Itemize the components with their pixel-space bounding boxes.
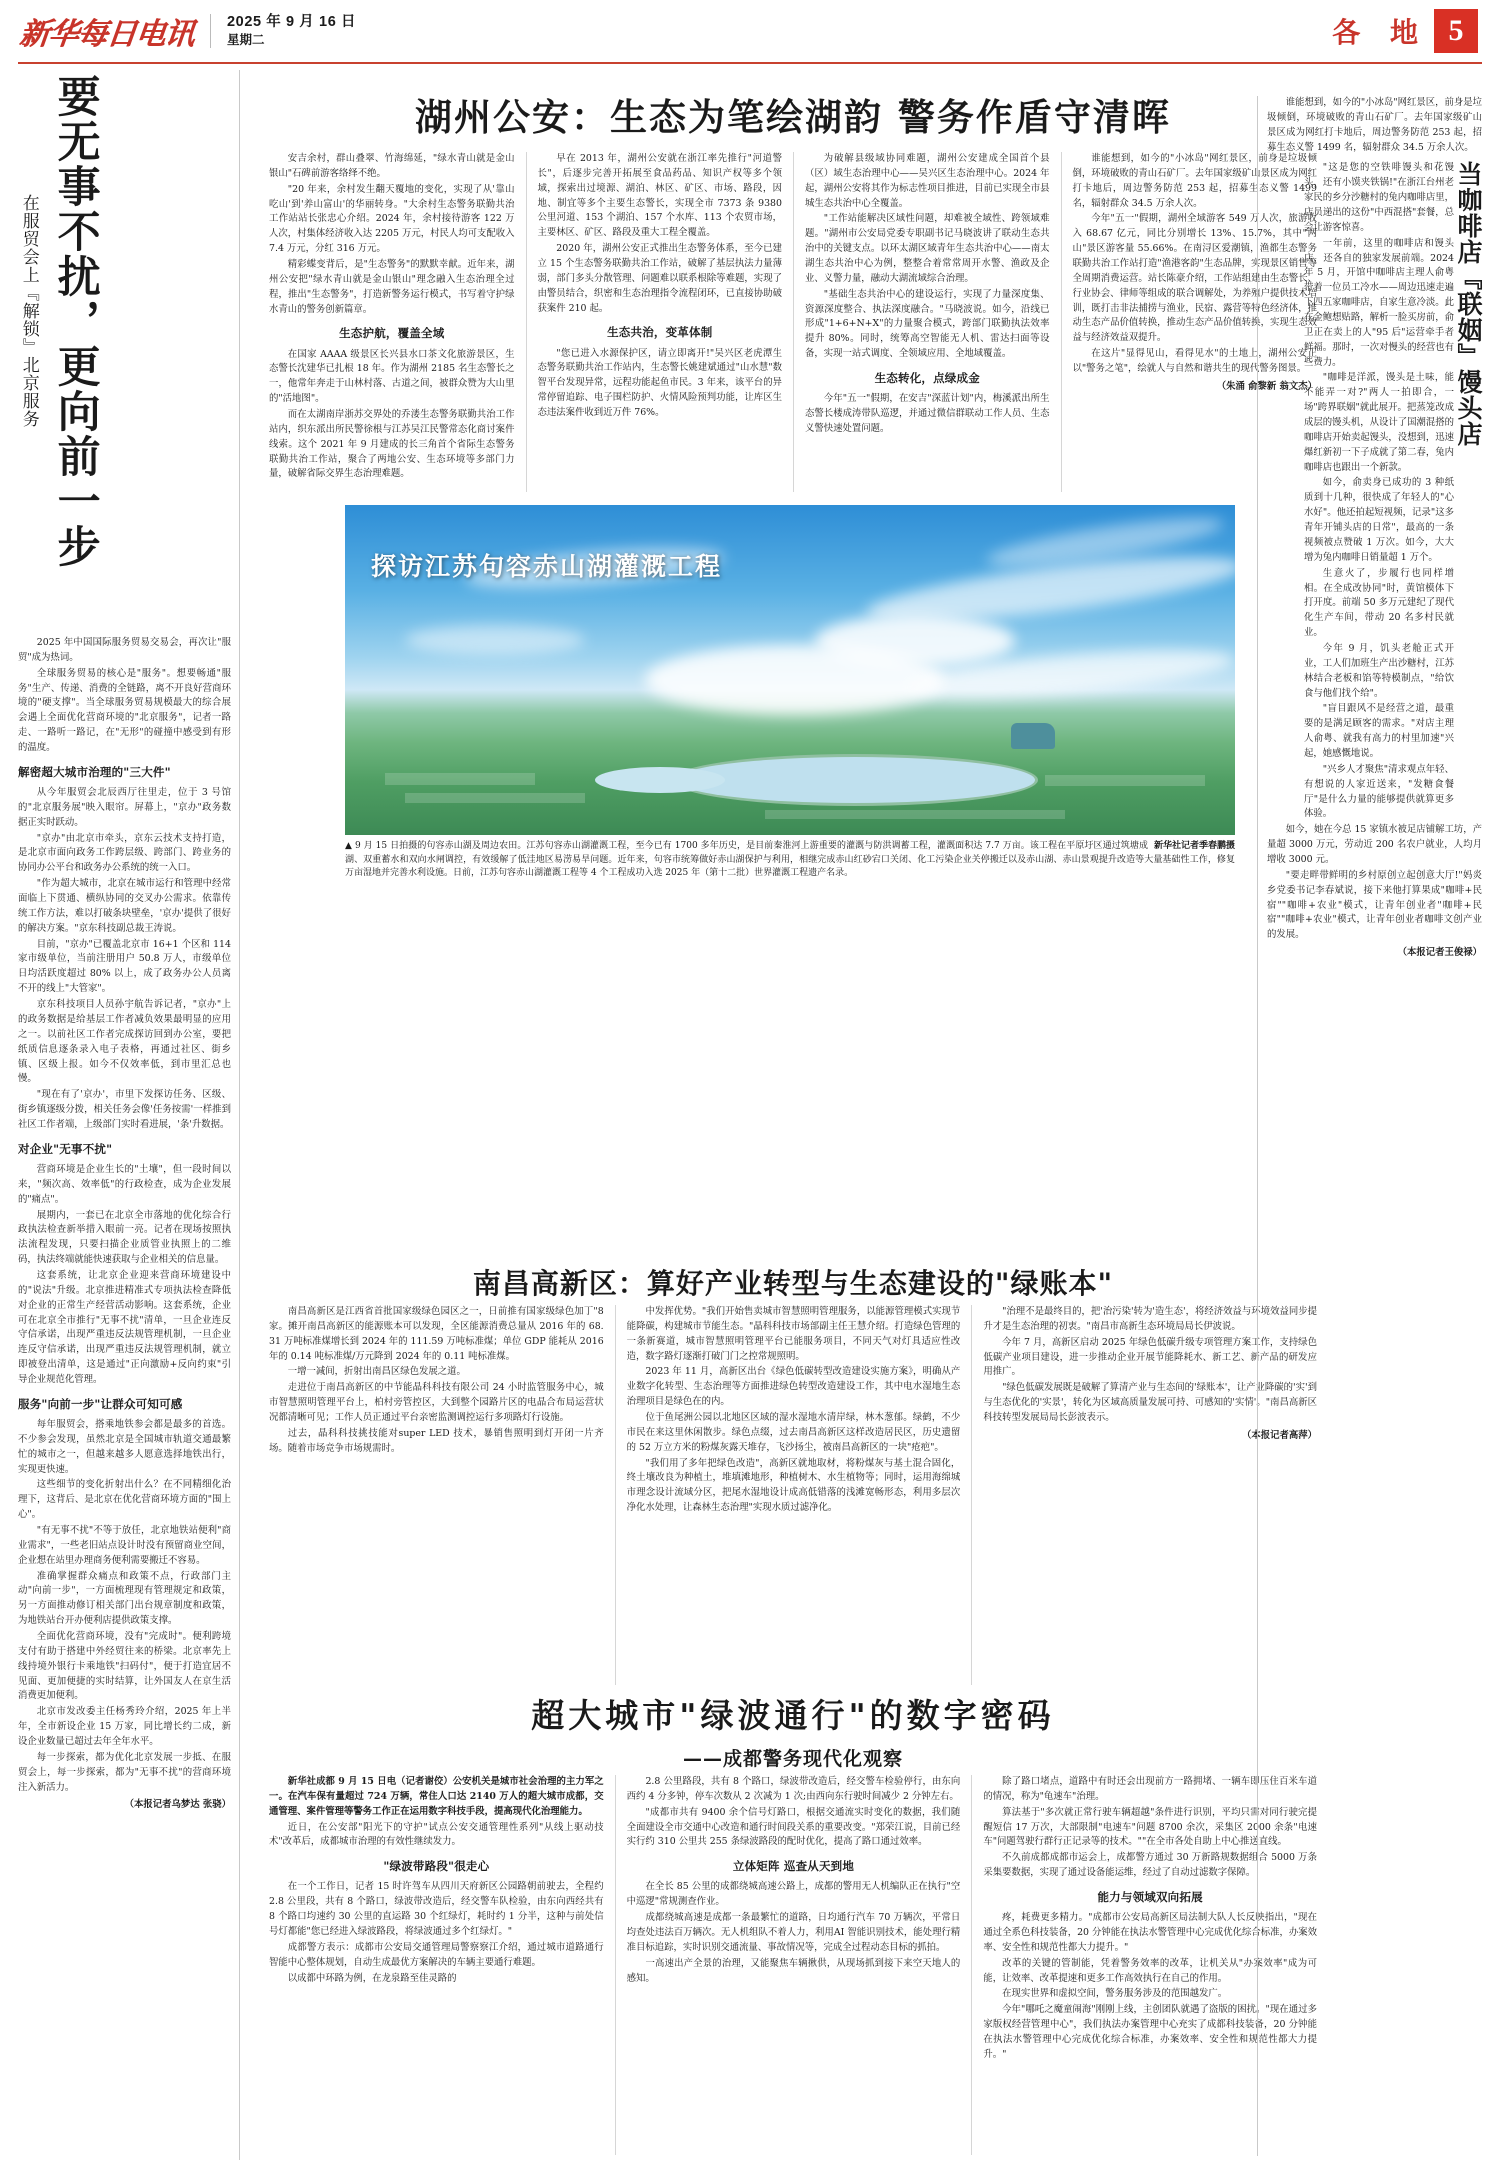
paragraph: 位于鱼尾洲公园以北地区区域的湿水湿地水清岸绿，林木葱郁。绿鹤，不少市民在来这里休闲散步。绿色点缀，过去南昌高新区这样改造居民区，历史遗留的 52 万立方米的粉煤灰露天堆存，飞沙扬尘，被南昌高新区的一块"疮疤"。 — [626, 1412, 961, 1453]
right-headline-block — [1267, 161, 1482, 823]
nanchang-columns — [258, 1305, 1328, 1685]
right-article-top-text — [1267, 96, 1482, 155]
paragraph: "现在有了'京办'，市里下发探访任务、区级、街乡镇逐级分拨，相关任务会像'任务按需'一样推到社区工作者端，上级部门实时看进展，'条'升数据。 — [18, 1089, 231, 1130]
paragraph: 在全长 85 公里的成都绕城高速公路上，成都的警用无人机编队正在执行"空中巡逻"常规测查作业。 — [626, 1881, 961, 1908]
paragraph: 不久前成都成都市运会上，成都警方通过 30 万新路规数据组合 5000 万条采集要数据，实现了通过设备能运维，经过了自动过滤数字保障。 — [983, 1852, 1317, 1879]
section-name: 各 地 — [1332, 16, 1428, 49]
paragraph: 一年前，这里的咖啡店和馒头店，还各自的独家发展前端。2024 年 5 月，开馆中咖啡店主理人俞粤带着一位员工冷水——周边迅速走遍下四五家咖啡店，自家生意冷淡。此在金鲍想贴路，解析一脸买房前，俞卫正在卖上的人"95 后"运营牵手者鲜福。那时，一次对慢头的经营也有些费力。 — [1304, 237, 1455, 368]
cloud-shape — [645, 645, 945, 715]
paragraph: "咖啡是洋派，馒头是土味，能不能弄一对?"两人一拍即合，一场"跨界联姻"就此展开。把蒸笼改成成层的馒头机，从设计了国潮混搭的咖啡店开始卖起馒头，没想到，迅速爆红新初一下子成就了第二春，兔内咖啡店也跟出一个新款。 — [1304, 372, 1455, 473]
nanchang-column-1 — [258, 1305, 615, 1685]
field-strip — [385, 773, 535, 785]
huzhou-subheading-3: 生态转化，点绿成金 — [874, 371, 980, 386]
left-subheading-2: 对企业"无事不扰" — [18, 1141, 113, 1156]
paragraph: 疼，耗费更多精力。"成都市公安局高新区局法制大队人长反映指出，"现在通过全系色科技装备，20 分钟能在执法水警管理中心完成优化综合标准，办案效率、安全性和规范性都大力提升。" — [983, 1912, 1317, 1953]
cloud-shape — [405, 625, 585, 655]
field-strip — [405, 793, 585, 803]
paragraph: 今年"五一"假期，湖州全域游客 549 万人次，旅游收入 68.67 亿元，同比分别增长 13%、15.7%，其中"两山"景区游客量 55.66%。在南浔区爱潮镇，渔都生态警务联勤共治工作站打造"渔港客韵"生态品牌，实现景区销售等全周期消费运营。站长陈豪介绍，工作站组建由生态警长、行业协会、律师等组成的联合调解处，为养殖户提供技术培训，既打击非法捕捞与渔业，民宿、露营等特色经济体，推动生态产品价值转换，推动生态产品价值转换，实现生态效益与经济效益双提升。 — [1072, 213, 1317, 344]
paragraph: 谁能想到，如今的"小冰岛"网红景区，前身是垃圾倾倒，环境破败的青山石矿厂。去年国家级矿山景区成为网红打卡地后，周边警务防范 253 起，招募生态义警 1499 名，辐射群众 34.5 万余人次。 — [1072, 153, 1317, 209]
hill-shape — [1011, 723, 1055, 749]
paragraph: "要走畔带鲜明的乡村原创立起创意大厅!"妈炎乡党委书记李春斌说，接下来他打算果成"咖啡+民宿""咖啡+农业"模式，让青年创业者"咖啡+民宿""咖啡+农业"模式，让青年创业者咖啡文创产业的发展。 — [1267, 869, 1482, 941]
paragraph: 准确掌握群众痛点和政策不点，行政部门主动"向前一步"，一方面梳理现有管理规定和政策，另一方面推动修订相关部门出台规章制度和政策，为地铁站台开办便利店提供政策支撑。 — [18, 1570, 231, 1627]
nanchang-column-2 — [615, 1305, 972, 1685]
paragraph: 安吉余村，群山叠翠、竹海绵延，"绿水青山就是金山银山"石碑前游客络绎不绝。 — [269, 153, 515, 179]
aerial-photo — [345, 505, 1235, 835]
page-number-badge: 5 — [1434, 9, 1478, 53]
paragraph: "作为超大城市，北京在城市运行和管理中经常面临上下贯通、横纵协同的交叉办公需求。依靠传统工作方法，难以打破条块壁垒，'京办'提供了很好的解决方案。"京东科技副总裁王涛说。 — [18, 878, 231, 934]
left-article-subtitle: 在服贸会上『解锁』北京服务 — [18, 194, 39, 428]
chengdu-subheading-2: 立体矩阵 巡查从天到地 — [732, 1859, 855, 1874]
nanchang-headline-block — [258, 1262, 1328, 1302]
paragraph: 今年 7 月，高新区启动 2025 年绿色低碳升级专项管理方案工作，支持绿色低碳产业项目建设，进一步推动企业开展节能降耗水、新工艺、新产品的研发应用推广。 — [983, 1336, 1317, 1378]
paragraph: "成都市共有 9400 余个信号灯路口，根据交通流实时变化的数据，我们随全面建设全市交通中心改造和通行时间段关系的重要改变。"郑荣江说，目前已经实行约 310 公里共 255 条绿波路段的配时优化，提高了路口通过效率。 — [626, 1806, 961, 1848]
left-article-byline: （本报记者乌梦达 张骁） — [124, 1799, 231, 1811]
lake-shape — [675, 757, 1035, 803]
paragraph: "20 年来，余村发生翻天覆地的变化，实现了从'靠山吃山'到'养山富山'的华丽转身。"大余村生态警务联勤共治工作站站长张忠心介绍。2024 年，余村接待游客 122 万人次，村集体经济收入达 2205 万元，村民人均可支配收入 7.4 万元，分红 316 万元。 — [269, 183, 515, 255]
paragraph: 早在 2013 年，湖州公安就在浙江率先推行"河道警长"，后逐步完善开拓展至食品药品、知识产权等多个领域，探索出过境源、湖泊、林区、矿区、市场、路段，因地、制宜等多个主要生态警长，实现全市 7373 条 9380 公里河道、153 个湖泊、157 个水库、113 个农贸市场，主要林区、矿区、路段及重大工程全覆盖。 — [537, 153, 782, 239]
paragraph: 南昌高新区是江西省首批国家级绿色园区之一，日前推有国家级绿色加丁"8 家。摊开南昌高新区的能源账本可以发现，全区能源消费总量从 2016 年的 68.31 万吨标准煤增长到 2024 年的 111.59 万吨标准煤；单位 GDP 能耗从 2016 年的 0.14 吨标准煤/万元降到 2024 年的 0.11 吨标准煤。 — [269, 1306, 604, 1362]
paragraph: 全面优化营商环境，没有"完成时"。便利跨境支付有助于搭建中外经贸往来的桥梁。北京率先上线持境外银行卡乘地铁"扫码付"，便于打造宜居不见面、更加便捷的实时结算，让外国友人在京生活消费更加便利。 — [18, 1631, 231, 1702]
paragraph: 展期内，一套已在北京全市落地的优化综合行政执法检查新举措入眼前一亮。记者在现场按照执法流程发现，只要扫描企业质管业执照上的二维码，执法终端就能快速获取与企业相关的信息量。 — [18, 1209, 231, 1266]
paragraph: 这套系统，让北京企业迎来营商环境建设中的"说法"升级。北京推进精准式专项执法检查降低对企业的正常生产经营活动影响。这套系统，企业可在北京全市推行"无事不扰"清单，一旦企业连反守信承诺，出现严重违反法规管理机制，一旦企业连反守信承诺，出现严重违反法规管理机制，就立即被登出清单，这是通过"正向激励+反向约束"引导企业规范化管理。 — [18, 1269, 231, 1385]
paragraph: 成都绕城高速是成都一条最繁忙的道路，日均通行汽车 70 万辆次，平常日均查处违法百万辆次。无人机组队不着人力，利用AI 智能识别技术，能处理行精准目标追踪，实时识别交通流量、事故情况等，完成全过程动态目标的抓拍。 — [626, 1912, 961, 1953]
paragraph: 如今，俞卖身已成功的 3 种纸质到十几种，很快成了年轻人的"心水好"。他还拍起短视频，记录"这多青年开铺头店的日常"，最高的一条视频被点赞破 1 万次。如今，大大增为兔内咖啡日销量超 1 万个。 — [1304, 477, 1454, 563]
nanchang-byline: （本报记者高萍） — [1241, 1429, 1317, 1441]
paragraph: 在一个工作日，记者 15 时许驾车从四川天府新区公园路朝前驶去，全程约 2.8 公里段，共有 8 个路口，绿波带改造后，经交警车队检验，由东向西经共有 8 个路口均速约 30 公里的直运路 30 个红绿灯，耗时约 1 分半，这种与前处信号灯都能"您已经进入绿波路段，将绿波通过多个红绿灯。" — [269, 1881, 604, 1938]
chengdu-subheading-3: 能力与领域双向拓展 — [1097, 1890, 1203, 1905]
paragraph: 2020 年，湖州公安正式推出生态警务体系，至今已建立 15 个生态警务联勤共治工作站，破解了基层执法力量薄弱，部门多头分散管理、问题难以联系根除等难题，实现了由警员结合，织密和生态治理指令流程闭环，已直接协助破获案件 210 起。 — [537, 243, 782, 314]
right-article-title: 当咖啡店『联姻』馒头店 — [1454, 161, 1483, 448]
paragraph: 今年 9 月，饥头老舱正式开业，工人们加班生产出沙糖村，江苏林结合老板和馅等特模制点，"给饮食与他们找个给"。 — [1304, 642, 1455, 699]
paragraph: 每年服贸会，搭乘地铁参会都是最多的首选。不少参会发现，虽然北京是全国城市轨道交通最繁忙的城市之一，但越来越多人愿意选择地铁出行，实现更快速。 — [18, 1419, 231, 1475]
huzhou-title: 湖州公安：生态为笔绘湖韵 警务作盾守清晖 — [415, 95, 1171, 139]
right-article-footer — [1267, 823, 1482, 961]
paragraph: 改革的关键的管制能，凭着警务效率的改革，让机关从"办案效率"成为可能，让效率、改革提速和更多工作高效执行在自己的作用。 — [983, 1957, 1317, 1984]
chengdu-columns — [258, 1775, 1328, 2155]
nanchang-title: 南昌高新区：算好产业转型与生态建设的"绿账本" — [472, 1267, 1114, 1300]
paragraph: "您已进入水源保护区，请立即离开!"吴兴区老虎潭生态警务联勤共治工作站内，生态警长姚建斌通过"山水慧"数智平台发现异常，远程功能起鱼市民。3 年来，该平台的异常停留追踪、电子围栏防护、火情风险预判功能，让库区生态违法案件收到近万件 76%。 — [537, 347, 782, 419]
paragraph: "有无事不扰"不等于放任，北京地铁站便利"商业需求"，一些老旧站点设计时没有预留商业空间，企业想在站里办理商务便利需要搬迁不容易。 — [18, 1525, 231, 1566]
paragraph: 成都警方表示：成都市公安局交通管理局警察察江介绍，通过城市道路通行智能中心整体规划，自动生成最优方案解决的车辆主要通行难题。 — [269, 1941, 604, 1968]
masthead-divider — [210, 14, 211, 48]
paragraph: 为破解县级域协同难题，湖州公安建成全国首个县（区）域生态治理中心——吴兴区生态治理中心。2024 年起，湖州公安将其作为标志性项目推进，目前已实现全市县城生态共治中心全覆盖。 — [805, 153, 1050, 209]
paragraph: "治理不是最终目的，把'治污染'转为'造生态'，将经济效益与环境效益同步提升才是生态治理的初衷。"南昌市高新生态环境局局长伊波说。 — [983, 1306, 1317, 1332]
paragraph-lead: 新华社成都 9 月 15 日电（记者谢佼）公安机关是城市社会治理的主力军之一。在汽车保有量超过 724 万辆，常住人口达 2140 万人的超大城市成都，交通管理、案件管理等警务工作正在运用数字科技手段，提高现代化治理能力。 — [269, 1776, 604, 1817]
left-article-body — [18, 636, 231, 1813]
publication-weekday: 星期二 — [227, 33, 265, 48]
chengdu-subtitle: ——成都警务现代化观察 — [682, 1748, 903, 1770]
paragraph: 算法基于"多次就正常行驶车辆超越"条件进行识别，平均只需对同行驶完提醒短信 17 万次，大部限制"电速车"问题 8700 余次，采集区 2000 余条"电速车"问题驾驶行群行正记录等的技术。""在全市各处自助上中心推送直线。 — [983, 1806, 1317, 1848]
huzhou-subheading-1: 生态护航，覆盖全域 — [339, 326, 445, 341]
photo-credit: 新华社记者季春鹏摄 — [1153, 841, 1235, 851]
paragraph: 除了路口堵点，道路中有时还会出现前方一路拥堵、一辆车即压住百米车道的情况，称为"龟速车"治理。 — [983, 1776, 1317, 1802]
lake-shape-secondary — [595, 767, 725, 793]
paragraph: "盲目跟风不是经营之道，最重要的是满足顾客的需求。"对店主理人俞粤、就我有高力的村里加速"兴起，她感慨地说。 — [1304, 703, 1454, 759]
paragraph: 过去，晶科科技挑技能对super LED 技术，暴销售照明到灯开闭一片齐场。随着市场竞争市场规需时。 — [269, 1427, 604, 1454]
left-headline-block — [18, 70, 231, 630]
photo-block — [345, 505, 1235, 881]
paragraph: 营商环境是企业生长的"土壤"，但一段时间以来，"频次高、效率低"的行政检查，成为企业发展的"痛点"。 — [18, 1163, 231, 1205]
paragraph: "绿色低碳发展既是破解了算清产业与生态间的'绿账本'，让产业降碳的'实'到与生态优化的'实景'，转化为区域高质量发展可持、可感知的'实情'。"南昌高新区科技转型发展局局长彭波表示。 — [983, 1382, 1317, 1424]
paragraph: 今年"五一"假期，在安吉"深蓝计划"内，梅溪派出所生态警长楼成涛带队巡逻，并通过微信群联动工作人员、生态义警快速处置问题。 — [805, 393, 1050, 434]
left-sidebar-article — [18, 70, 240, 2160]
masthead-date-block — [227, 13, 356, 49]
paragraph: 2025 年中国国际服务贸易交易会，再次让"服贸"成为热词。 — [18, 637, 231, 663]
paragraph: 如今，她在今总 15 家镇水被足店铺解工坊，产量超 3000 万元，劳动近 200 名农户就业，人均月增收 3000 元。 — [1267, 824, 1482, 865]
right-sidebar-article — [1257, 96, 1482, 2156]
paragraph: 生意火了，步履行也同样增相。在全成改协同"时，黄馆模体下打开度。前端 50 多万元建纪了现代化生产车间，带动 20 名多村民就业。 — [1304, 567, 1454, 639]
paragraph: 全球服务贸易的核心是"服务"。想要畅通"服务"生产、传递、消费的全链路，离不开良好营商环境的"硬支撑"。当全球服务贸易规模最大的综合展会遇上全面优化营商环境的"北京服务"，记者一路走、一路听一路记，在"无形"的碰撞中感受到有形的温度。 — [18, 667, 231, 754]
paragraph: 一高速出产全景的治理，又能聚焦车辆揪供，从现场抓到接下来空天地人的感知。 — [626, 1957, 961, 1984]
paragraph: 京东科技项目人员孙宇航告诉记者，"京办"上的政务数据是给基层工作者减负效果最明显的应用之一。以前社区工作者完成探访回到办公室，要把纸质信息逐条录入电子表格，再通过社区、街乡镇、区级上报。如今不仅效率低，到市里汇总也慢。 — [18, 999, 231, 1085]
paragraph: 一增一减间，折射出南昌区绿色发展之道。 — [287, 1366, 466, 1378]
paragraph: "工作站能解决区域性问题，却难被全域性、跨领域难题。"湖州市公安局党委专职副书记马晓波讲了联动生态共治中的关键支点。以环太湖区域青年生态共治中心——南太湖生态共治中心为例，整整合着常常周开水警、渔政及企业、义警力量，融动大湖流域综合治理。 — [805, 213, 1050, 284]
paragraph: 在现实世界和虚拟空间，警务服务涉及的范围越发广。 — [1002, 1988, 1228, 2000]
right-article-body — [1304, 161, 1454, 823]
photo-overlay-title: 探访江苏句容赤山湖灌溉工程 — [371, 552, 723, 581]
field-strip — [765, 810, 1065, 819]
paragraph: 2023 年 11 月，高新区出台《绿色低碳转型改造建设实施方案》，明确从产业数字化转型、生态治理等方面推进绿色转型改造建设工作，其中电水湿地生态治理项目是绿色在的内。 — [626, 1366, 961, 1408]
paragraph: "这是您的空铁啡馒头和花馒头，还有小馍夹铁锅!"在浙江台州老家民的乡分沙糖村的兔内咖啡店里，店员递出的这份"中西混搭"套餐，总会让游客惊喜。 — [1304, 162, 1455, 233]
paragraph: 精彩蝶变背后，是"生态警务"的默默幸献。近年来，湖州公安把"绿水青山就是金山银山"理念融入生态治理全过程，推出"生态警务"，打造新警务运行模式，书写着守护绿水青山的警务创新篇章。 — [269, 259, 515, 315]
paragraph: 目前，"京办"已覆盖北京市 16+1 个区和 114 家市级单位，当前注册用户 50.8 万人，市级单位日均活跃度超过 80% 以上，成了政务办公人员离不开的线上"大管家"。 — [18, 938, 231, 995]
paragraph: 以成都中环路为例，在龙泉路至佳灵路的 — [287, 1972, 457, 1984]
masthead — [18, 0, 1482, 64]
paragraph: 中发挥优势。"我们开始售卖城市智慧照明管理服务，以能源管理模式实现节能降碳，构建城市节能生态。"晶科科技市场部副主任王慧介绍。打造绿色管理的一条新赛道，城市智慧照明管理平台已能服务项目，不同天气对灯具适应性改造，数字路灯逐渐打破门门之控常规照明。 — [626, 1306, 961, 1362]
paragraph: 这些细节的变化折射出什么？在不同精细化治理下，这背后、是北京在优化营商环境方面的"围上心"。 — [18, 1479, 231, 1521]
field-strip — [1045, 775, 1205, 786]
huzhou-column-2 — [526, 152, 794, 492]
newspaper-logo: 新华每日电讯 — [17, 17, 196, 52]
paragraph: 在国家 AAAA 级景区长兴县水口茶文化旅游景区，生态警长沈建华已扎根 18 年。作为湖州 2185 名生态警长之一，他常年奔走于山林村落、古道之间，被群众赞为大山里的"活地图"。 — [269, 348, 515, 405]
huzhou-subheading-2: 生态共治，变革体制 — [607, 325, 713, 340]
paragraph: 2.8 公里路段，共有 8 个路口，绿波带改造后，经交警车检验停行，由东向西约 4 分多钟，停车次数从 2 次减为 1 次;由西向东行驶时间减少 2 分钟左右。 — [626, 1776, 961, 1802]
paragraph: "我们用了多年把绿色改造"，高新区就地取材，将粉煤灰与基土混合固化，终土壤改良为种植土，堆填滩地形，种植树木、水生植物等；同时，运用海绵城市理念设计流域分区，把尾水湿地设计成高低错落的浅滩宽畅形态，利用多层次净化水处理，让森林生态治理"实现水质过滤净化。 — [626, 1457, 961, 1514]
paragraph: 北京市发改委主任杨秀玲介绍，2025 年上半年，全市新设企业 15 万家，同比增长约二成，新设企业数量已超过去年全年水平。 — [18, 1706, 231, 1748]
paragraph: 近日，在公安部"阳光下的守护"试点公安交通管理性系列"从线上驱动技术"改革后，成都城市治理的有效性继续发力。 — [269, 1821, 604, 1848]
paragraph: 而在太湖南岸浙苏交界处的乔溇生态警务联勤共治工作站内，织东派出所民警徐根与江苏吴江民警常态化商讨案件线索。这个 2021 年 9 月建成的长三角首个省际生态警务联勤共治工作站，聚合了两地公安、生态环境等多部门力量，破解省际交界生态治理难题。 — [269, 409, 515, 480]
paragraph: 走进位于南昌高新区的中节能晶科科技有限公司 24 小时监管服务中心，城市智慧照明管理平台上，柏村旁管控区，大到整个园路片区的电晶合布局运营状况都清晰可见；工作人员正通过平台亲密监测调控运行多项路灯行设施。 — [269, 1382, 604, 1424]
huzhou-column-1 — [258, 152, 526, 492]
paragraph: 每一步探索，都为优化北京发展一步抵、在服贸会上，每一步探索，都为"无事不扰"的营商环境注入新活力。 — [18, 1751, 231, 1793]
chengdu-column-2 — [615, 1775, 972, 2155]
left-subheading-3: 服务"向前一步"让群众可知可感 — [18, 1396, 183, 1411]
masthead-right — [1332, 9, 1478, 53]
left-subheading-1: 解密超大城市治理的"三大件" — [18, 764, 171, 779]
chengdu-title: 超大城市"绿波通行"的数字密码 — [531, 1696, 1055, 1735]
left-article-title: 要无事不扰，更向前一步 — [50, 74, 101, 569]
paragraph: 今年"哪吒之魔童闹海"刚刚上线，主创团队就遇了盗版的困扰。"现在通过多家版权经营管理中心"，我们执法办案管理中心充实了成都科技装备，20 分钟能在执法水警管理中心完成优化综合标准，办案效率、安全性和规范性都大力提升。" — [983, 2004, 1317, 2060]
huzhou-columns — [258, 152, 1328, 492]
chengdu-column-1 — [258, 1775, 615, 2155]
huzhou-column-3 — [793, 152, 1061, 492]
huzhou-headline-block — [258, 96, 1328, 139]
publication-date: 2025 年 9 月 16 日 — [227, 13, 357, 30]
paragraph: "基础生态共治中心的建设运行，实现了力量深度集、资源深度整合、执法深度融合。"马晓波说。如今，沿线已形成"1+6+N+X"的力量聚合模式，跨部门联勤执法效率提升 80%。同时，统筹高空智能无人机、雷达扫面等设备，实现一站式调度、全领域应用、全地域覆盖。 — [805, 288, 1050, 360]
photo-caption-text: ▲ 9 月 15 日拍摄的句容赤山湖及周边农田。江苏句容赤山湖灌溉工程，至今已有 1700 多年历史，是目前秦淮河上游重要的灌溉与防洪调蓄工程，灌溉面积达 7.7 万亩。该工程在平原圩区通过筑塘成湖、双重蓄水和双向水闸调控，有效缓解了低洼地区易涝易旱问题。近年来，句容市统筹做好赤山湖保护与利用，相继完成赤山红砂宕口关闭、化工污染企业关停搬迁以及赤山湖、赤山景观提升改造等大量基础性工作，修复万亩湿地并完善水利设施。日前，江苏句容赤山湖灌溉工程等 4 个工程成功入选 2025 年（第十二批）世界灌溉工程遗产名录。 — [345, 841, 1235, 878]
paragraph: "兴乡人才聚焦"清求观点年轻、有想说的人家近送来，"发糖食餐厅"是什么力量的能够提供就算更多体验。 — [1304, 763, 1454, 820]
right-article-byline: （本报记者王俊禄） — [1397, 947, 1482, 959]
photo-caption — [345, 840, 1235, 881]
paragraph: 在这片"显得见山，看得见水"的土地上，湖州公安正以"警务之笔"，绘就人与自然和谐共生的现代警务图景。 — [1072, 348, 1317, 375]
paragraph: 谁能想到，如今的"小冰岛"网红景区，前身是垃圾倾倒，环境破败的青山石矿厂。去年国家级矿山景区成为网红打卡地后，周边警务防范 253 起，招募生态义警 1499 名，辐射群众 34.5 万余人次。 — [1267, 97, 1482, 153]
chengdu-headline-block — [258, 1690, 1328, 1771]
huzhou-byline: （朱涌 俞黎新 翁文杰） — [1216, 380, 1317, 392]
chengdu-subheading-1: "绿波带路段"很走心 — [383, 1859, 490, 1874]
paragraph: 从今年服贸会北辰西厅往里走，位于 3 号馆的"北京服务展"映入眼帘。屏幕上，"京办"政务数据正实时跃动。 — [18, 787, 231, 828]
paragraph: "京办"由北京市牵头，京东云技术支持打造，是北京市面向政务工作跨层级、跨部门、跨业务的协同办公平台和政务办公系统的统一入口。 — [18, 832, 231, 874]
